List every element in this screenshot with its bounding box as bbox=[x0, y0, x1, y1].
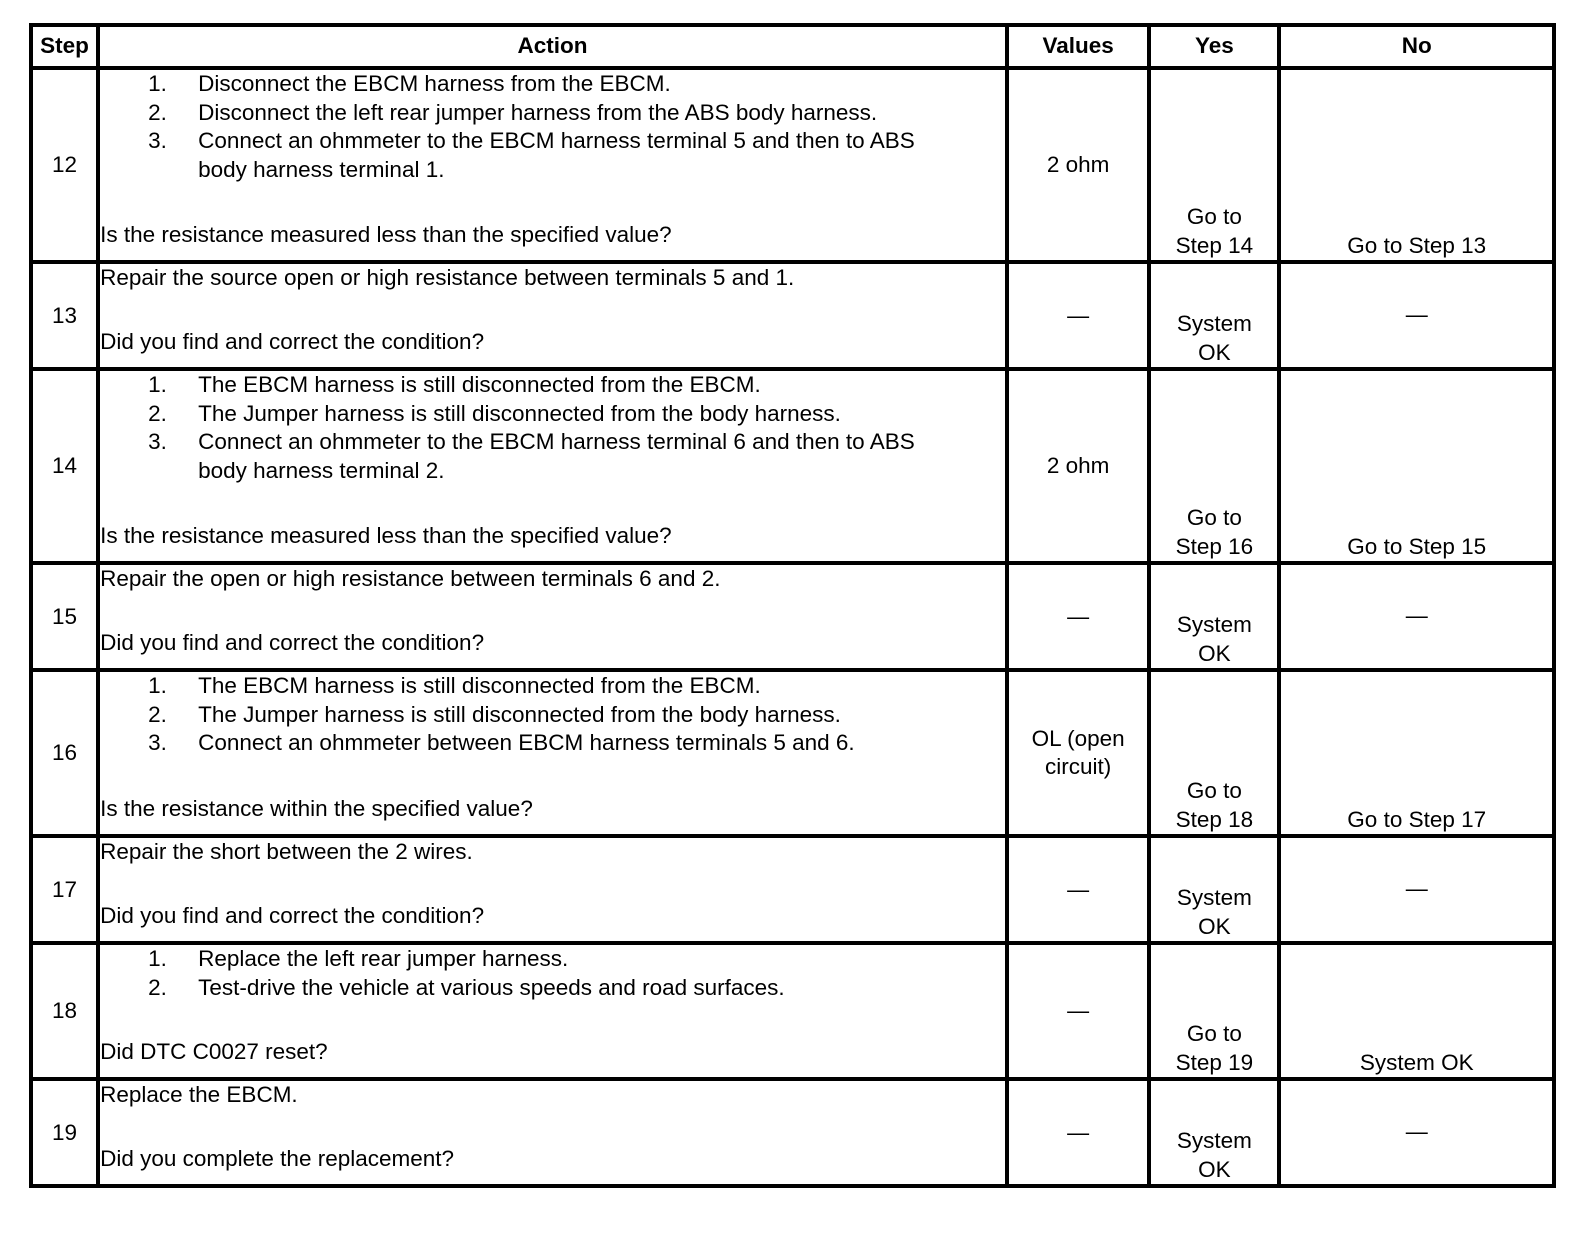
action-question: Did you complete the replacement? bbox=[100, 1145, 455, 1171]
values-cell: 2 ohm bbox=[1007, 369, 1149, 563]
values-cell: OL (open circuit) bbox=[1007, 670, 1149, 836]
action-cell bbox=[98, 670, 1007, 836]
step-number: 13 bbox=[31, 262, 98, 369]
table-row bbox=[31, 369, 1554, 563]
action-question: Did you find and correct the condition? bbox=[100, 328, 485, 354]
header-values: Values bbox=[1007, 25, 1149, 68]
header-row bbox=[31, 25, 1554, 68]
table-row bbox=[31, 68, 1554, 262]
step-number: 19 bbox=[31, 1079, 98, 1186]
no-cell: Go to Step 13 bbox=[1279, 68, 1554, 262]
header-step: Step bbox=[31, 25, 98, 68]
list-item: 3. Connect an ohmmeter between EBCM harness terminals 5 and 6. bbox=[148, 730, 855, 755]
action-question: Did DTC C0027 reset? bbox=[100, 1038, 328, 1064]
action-list bbox=[100, 70, 1005, 184]
step-number: 16 bbox=[31, 670, 98, 836]
list-item: 2. The Jumper harness is still disconnected from the body harness. bbox=[148, 701, 841, 727]
no-cell: — bbox=[1279, 563, 1554, 670]
no-cell: — bbox=[1279, 1079, 1554, 1186]
table-row bbox=[31, 1079, 1554, 1186]
list-item: 3. Connect an ohmmeter to the EBCM harness terminal 5 and then to ABS body harness terminal 1. bbox=[148, 128, 915, 182]
action-text: Replace the EBCM. bbox=[100, 1082, 298, 1107]
header-no: No bbox=[1279, 25, 1554, 68]
yes-cell: System OK bbox=[1149, 563, 1279, 670]
action-question: Is the resistance measured less than the specified value? bbox=[100, 522, 672, 548]
action-question: Is the resistance within the specified value? bbox=[100, 795, 533, 821]
values-cell: — bbox=[1007, 563, 1149, 670]
table-row bbox=[31, 836, 1554, 943]
list-item: 1. Replace the left rear jumper harness. bbox=[148, 946, 569, 971]
step-number: 18 bbox=[31, 943, 98, 1079]
no-cell: Go to Step 15 bbox=[1279, 369, 1554, 563]
no-cell: System OK bbox=[1279, 943, 1554, 1079]
step-number: 15 bbox=[31, 563, 98, 670]
yes-cell: Go to Step 19 bbox=[1149, 943, 1279, 1079]
yes-cell: Go to Step 14 bbox=[1149, 68, 1279, 262]
no-cell: Go to Step 17 bbox=[1279, 670, 1554, 836]
list-item: 1. Disconnect the EBCM harness from the EBCM. bbox=[148, 71, 671, 96]
action-question: Did you find and correct the condition? bbox=[100, 629, 485, 655]
list-item: 3. Connect an ohmmeter to the EBCM harness terminal 6 and then to ABS body harness terminal 2. bbox=[148, 429, 915, 483]
yes-cell: System OK bbox=[1149, 1079, 1279, 1186]
values-cell: 2 ohm bbox=[1007, 68, 1149, 262]
list-item: 2. Test-drive the vehicle at various speeds and road surfaces. bbox=[148, 974, 785, 1000]
action-cell bbox=[98, 1079, 1007, 1186]
step-number: 17 bbox=[31, 836, 98, 943]
action-cell bbox=[98, 943, 1007, 1079]
table-row bbox=[31, 670, 1554, 836]
values-cell: — bbox=[1007, 836, 1149, 943]
yes-cell: System OK bbox=[1149, 836, 1279, 943]
no-cell: — bbox=[1279, 836, 1554, 943]
diagnostic-table bbox=[29, 23, 1556, 1188]
yes-cell: System OK bbox=[1149, 262, 1279, 369]
yes-cell: Go to Step 16 bbox=[1149, 369, 1279, 563]
list-item: 2. The Jumper harness is still disconnected from the body harness. bbox=[148, 400, 841, 426]
values-cell: — bbox=[1007, 262, 1149, 369]
header-yes: Yes bbox=[1149, 25, 1279, 68]
list-item: 1. The EBCM harness is still disconnected from the EBCM. bbox=[148, 673, 761, 698]
header-action: Action bbox=[98, 25, 1007, 68]
step-number: 14 bbox=[31, 369, 98, 563]
action-cell bbox=[98, 836, 1007, 943]
values-cell: — bbox=[1007, 943, 1149, 1079]
action-text: Repair the short between the 2 wires. bbox=[100, 839, 473, 864]
no-cell: — bbox=[1279, 262, 1554, 369]
action-text: Repair the open or high resistance between terminals 6 and 2. bbox=[100, 566, 721, 591]
action-list bbox=[100, 672, 1005, 758]
action-cell bbox=[98, 369, 1007, 563]
table-row bbox=[31, 262, 1554, 369]
action-cell bbox=[98, 68, 1007, 262]
action-question: Did you find and correct the condition? bbox=[100, 902, 485, 928]
action-list bbox=[100, 945, 1005, 1002]
yes-cell: Go to Step 18 bbox=[1149, 670, 1279, 836]
action-list bbox=[100, 371, 1005, 485]
action-cell bbox=[98, 563, 1007, 670]
values-cell: — bbox=[1007, 1079, 1149, 1186]
list-item: 1. The EBCM harness is still disconnected from the EBCM. bbox=[148, 372, 761, 397]
action-question: Is the resistance measured less than the specified value? bbox=[100, 221, 672, 247]
table-row bbox=[31, 943, 1554, 1079]
table-row bbox=[31, 563, 1554, 670]
action-cell bbox=[98, 262, 1007, 369]
step-number: 12 bbox=[31, 68, 98, 262]
action-text: Repair the source open or high resistance between terminals 5 and 1. bbox=[100, 265, 795, 290]
list-item: 2. Disconnect the left rear jumper harness from the ABS body harness. bbox=[148, 99, 878, 125]
